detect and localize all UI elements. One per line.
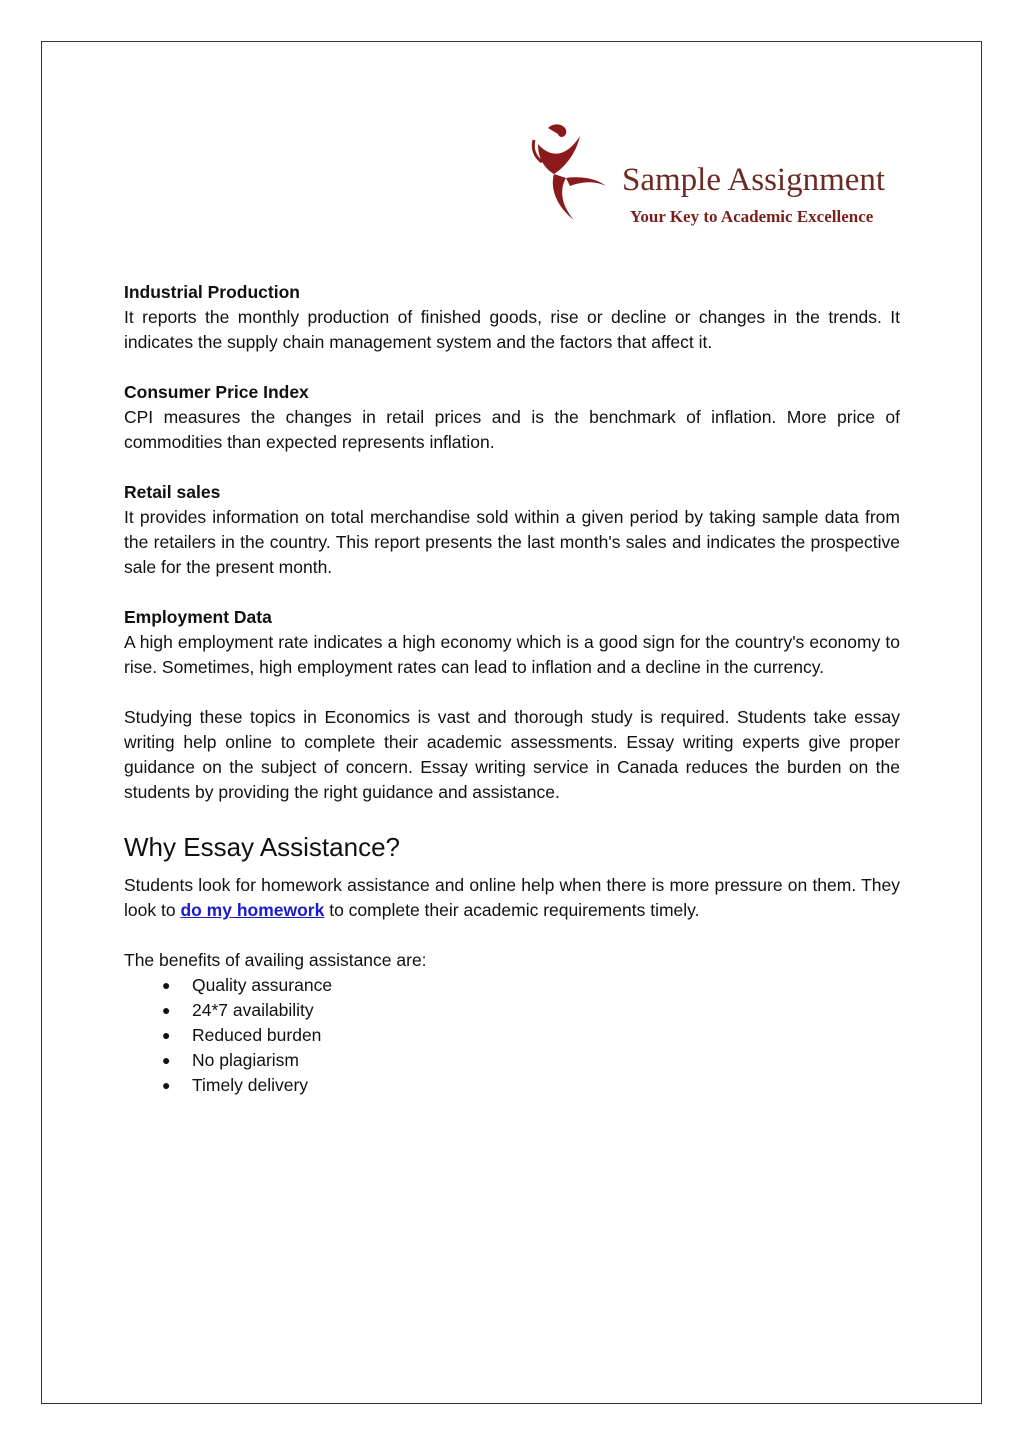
benefit-label: 24*7 availability [192, 1000, 314, 1020]
benefits-list [124, 973, 900, 1098]
section-title: Industrial Production [124, 282, 300, 302]
section-title: Employment Data [124, 607, 272, 627]
why-text-after-link: to complete their academic requirements timely. [324, 900, 700, 920]
bullet-icon: ● [162, 977, 171, 993]
section-consumer-price-index [124, 380, 900, 455]
logo-graphic [530, 118, 910, 233]
section-body: A high employment rate indicates a high economy which is a good sign for the country's economy to rise. Sometimes, high employment rates can lead to inflation and a decline in the currency. [124, 632, 900, 677]
bullet-icon: ● [162, 1077, 171, 1093]
section-employment-data [124, 605, 900, 680]
why-heading: Why Essay Assistance? [124, 832, 400, 862]
list-item [162, 1073, 900, 1098]
section-body: CPI measures the changes in retail prices and is the benchmark of inflation. More price of commodities than expected represents inflation. [124, 407, 900, 452]
bullet-icon: ● [162, 1027, 171, 1043]
why-text-before-link: Students look for homework assistance and online help when there is more pressure on them. They look to [124, 875, 900, 920]
benefit-label: Timely delivery [192, 1075, 309, 1095]
section-body: It reports the monthly production of finished goods, rise or decline or changes in the trends. It indicates the supply chain management system and the factors that affect it. [124, 307, 900, 352]
section-title: Retail sales [124, 482, 221, 502]
list-item [162, 1048, 900, 1073]
logo-brand-text: Sample Assignment [622, 162, 886, 198]
list-item [162, 1023, 900, 1048]
sample-assignment-logo [530, 118, 910, 233]
section-retail-sales [124, 480, 900, 580]
benefit-label: No plagiarism [192, 1050, 299, 1070]
benefit-label: Reduced burden [192, 1025, 322, 1045]
bullet-icon: ● [162, 1052, 171, 1068]
benefits-intro: The benefits of availing assistance are: [124, 950, 427, 970]
section-industrial-production [124, 280, 900, 355]
list-item [162, 998, 900, 1023]
logo-tagline-text: Your Key to Academic Excellence [630, 207, 874, 226]
benefit-label: Quality assurance [192, 975, 333, 995]
why-paragraph [124, 873, 900, 923]
document-body [124, 280, 900, 1098]
closing-paragraph: Studying these topics in Economics is vast and thorough study is required. Students take essay writing help online to complete their academic assessments. Essay writing experts give proper guidance on the subject of concern. Essay writing service in Canada reduces the burden on the students by providing the right guidance and assistance. [124, 707, 900, 802]
section-title: Consumer Price Index [124, 382, 309, 402]
section-body: It provides information on total merchandise sold within a given period by taking sample data from the retailers in the country. This report presents the last month's sales and indicates the prospective sale for the present month. [124, 507, 900, 577]
list-item [162, 973, 900, 998]
bullet-icon: ● [162, 1002, 171, 1018]
do-my-homework-link[interactable]: do my homework [180, 900, 325, 920]
